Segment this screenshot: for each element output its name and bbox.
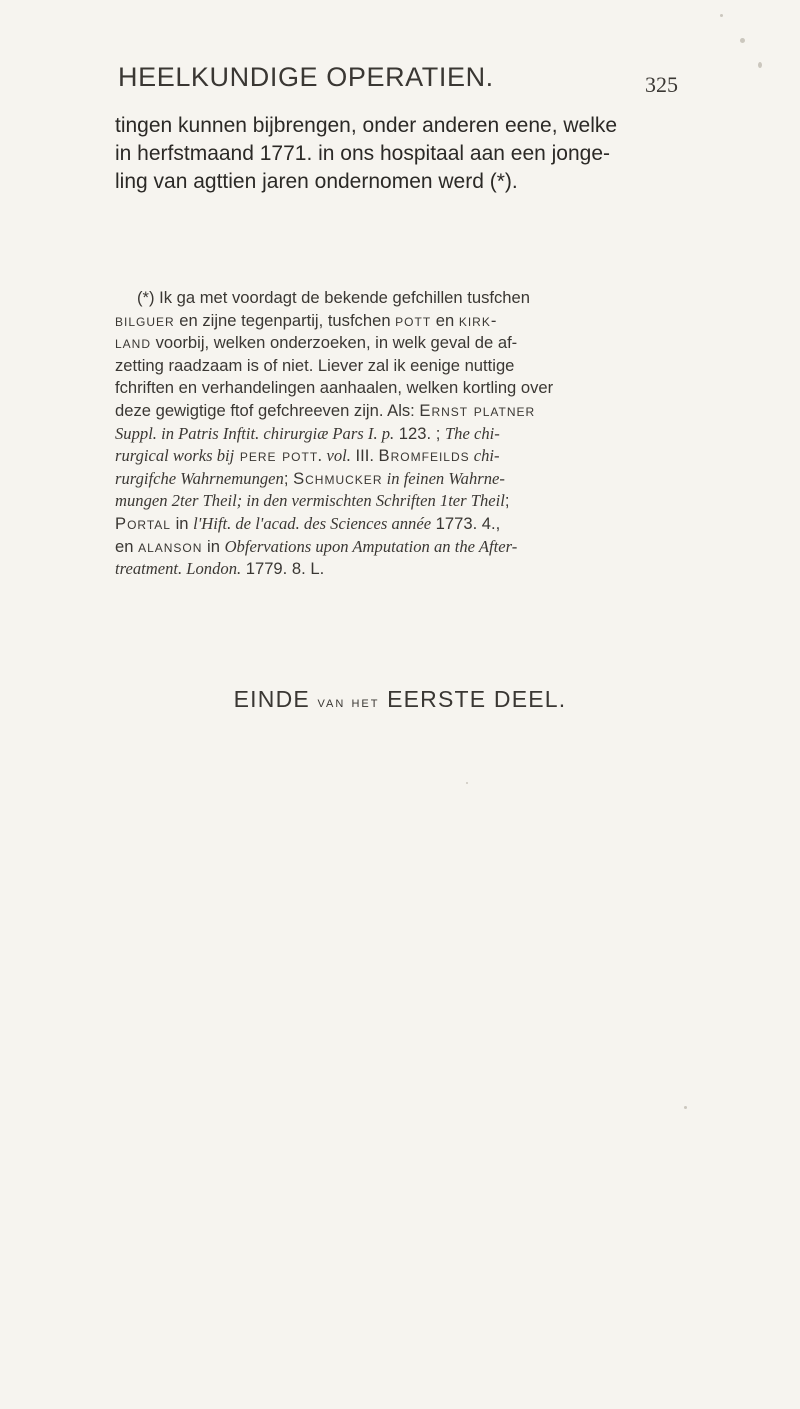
author-name: land (115, 333, 152, 353)
book-title: treatment. London. (115, 559, 242, 579)
footnote-text: fchriften en verhandelingen aanhaalen, welken kortling over (115, 378, 554, 398)
end-small-caps: van het (317, 694, 380, 711)
end-of-volume (0, 686, 800, 713)
author-name: Ernst platner (419, 400, 536, 420)
author-name: bilguer (115, 310, 175, 330)
running-title: HEELKUNDIGE OPERATIEN. (118, 62, 494, 92)
running-head (118, 62, 678, 97)
footnote-text: en (115, 536, 139, 556)
body-line: tingen kunnen bijbrengen, onder anderen eene, welke (115, 114, 618, 137)
footnote-line (115, 513, 695, 536)
footnote-line (115, 445, 695, 468)
book-title: chi- (469, 446, 500, 466)
body-paragraph (115, 112, 690, 196)
footnote-text: zetting raadzaam is of niet. Liever zal ik eenige nuttige (115, 355, 515, 375)
author-name: kirk- (458, 310, 498, 330)
author-name: Schmucker (293, 468, 383, 488)
footnote-line (115, 332, 695, 355)
footnote-line (115, 400, 695, 423)
book-title: rurgifche Wahrnemungen (115, 468, 284, 488)
footnote-line (115, 468, 695, 491)
author-name: alanson (138, 536, 203, 556)
footnote-text: 123. ; (394, 423, 445, 443)
author-name: Bromfeilds (378, 446, 470, 466)
book-title: l'Hift. de l'acad. des Sciences année (193, 513, 432, 533)
book-title: Suppl. in Patris Inftit. chirurgiæ Pars I. p. (115, 423, 395, 443)
paper-speck (740, 38, 745, 43)
paper-speck (684, 1106, 687, 1109)
footnote (115, 287, 695, 581)
footnote-text: in (170, 513, 194, 533)
footnote-line (115, 558, 695, 581)
book-title: rurgical works bij (115, 446, 235, 466)
footnote-line (115, 423, 695, 446)
paper-speck (466, 782, 468, 784)
footnote-text: (*) Ik ga met voordagt de bekende gefchillen tusfchen (137, 288, 530, 307)
end-word: EERSTE DEEL. (387, 686, 567, 712)
footnote-line (115, 287, 695, 310)
book-title: mungen 2ter Theil; in den vermischten Schriften 1ter Theil (115, 491, 505, 511)
author-name: pott (395, 310, 432, 330)
book-title: Obfervations upon Amputation an the After- (224, 536, 518, 556)
footnote-line (115, 377, 695, 400)
footnote-text: deze gewigtige ftof gefchreeven zijn. Als: (115, 400, 420, 420)
footnote-text: 1773. 4., (431, 513, 501, 533)
author-name: Portal (115, 513, 171, 533)
footnote-text: en (431, 310, 459, 330)
footnote-text: en zijne tegenpartij, tusfchen (174, 310, 396, 330)
page-number: 325 (645, 72, 678, 97)
footnote-line (115, 310, 695, 333)
body-line: in herfstmaand 1771. in ons hospitaal aan een jonge- (115, 142, 611, 165)
paper-speck (720, 14, 723, 17)
book-title: The chi- (444, 423, 500, 443)
book-title: in feinen Wahrne- (382, 468, 505, 488)
footnote-text: in (202, 536, 225, 556)
book-title: . vol. (318, 446, 351, 466)
author-name: pere pott (234, 446, 319, 466)
footnote-text: 1779. 8. L. (241, 559, 325, 579)
footnote-text: voorbij, welken onderzoeken, in welk geval de af- (151, 333, 518, 353)
paper-speck (758, 62, 762, 68)
footnote-line (115, 490, 695, 513)
footnote-line (115, 536, 695, 559)
body-line: ling van agttien jaren ondernomen werd (*). (115, 170, 518, 193)
footnote-text: III. (350, 446, 379, 466)
footnote-text: ; (504, 491, 510, 511)
footnote-line (115, 355, 695, 378)
end-word: EINDE (233, 686, 310, 712)
footnote-text: ; (283, 468, 294, 488)
